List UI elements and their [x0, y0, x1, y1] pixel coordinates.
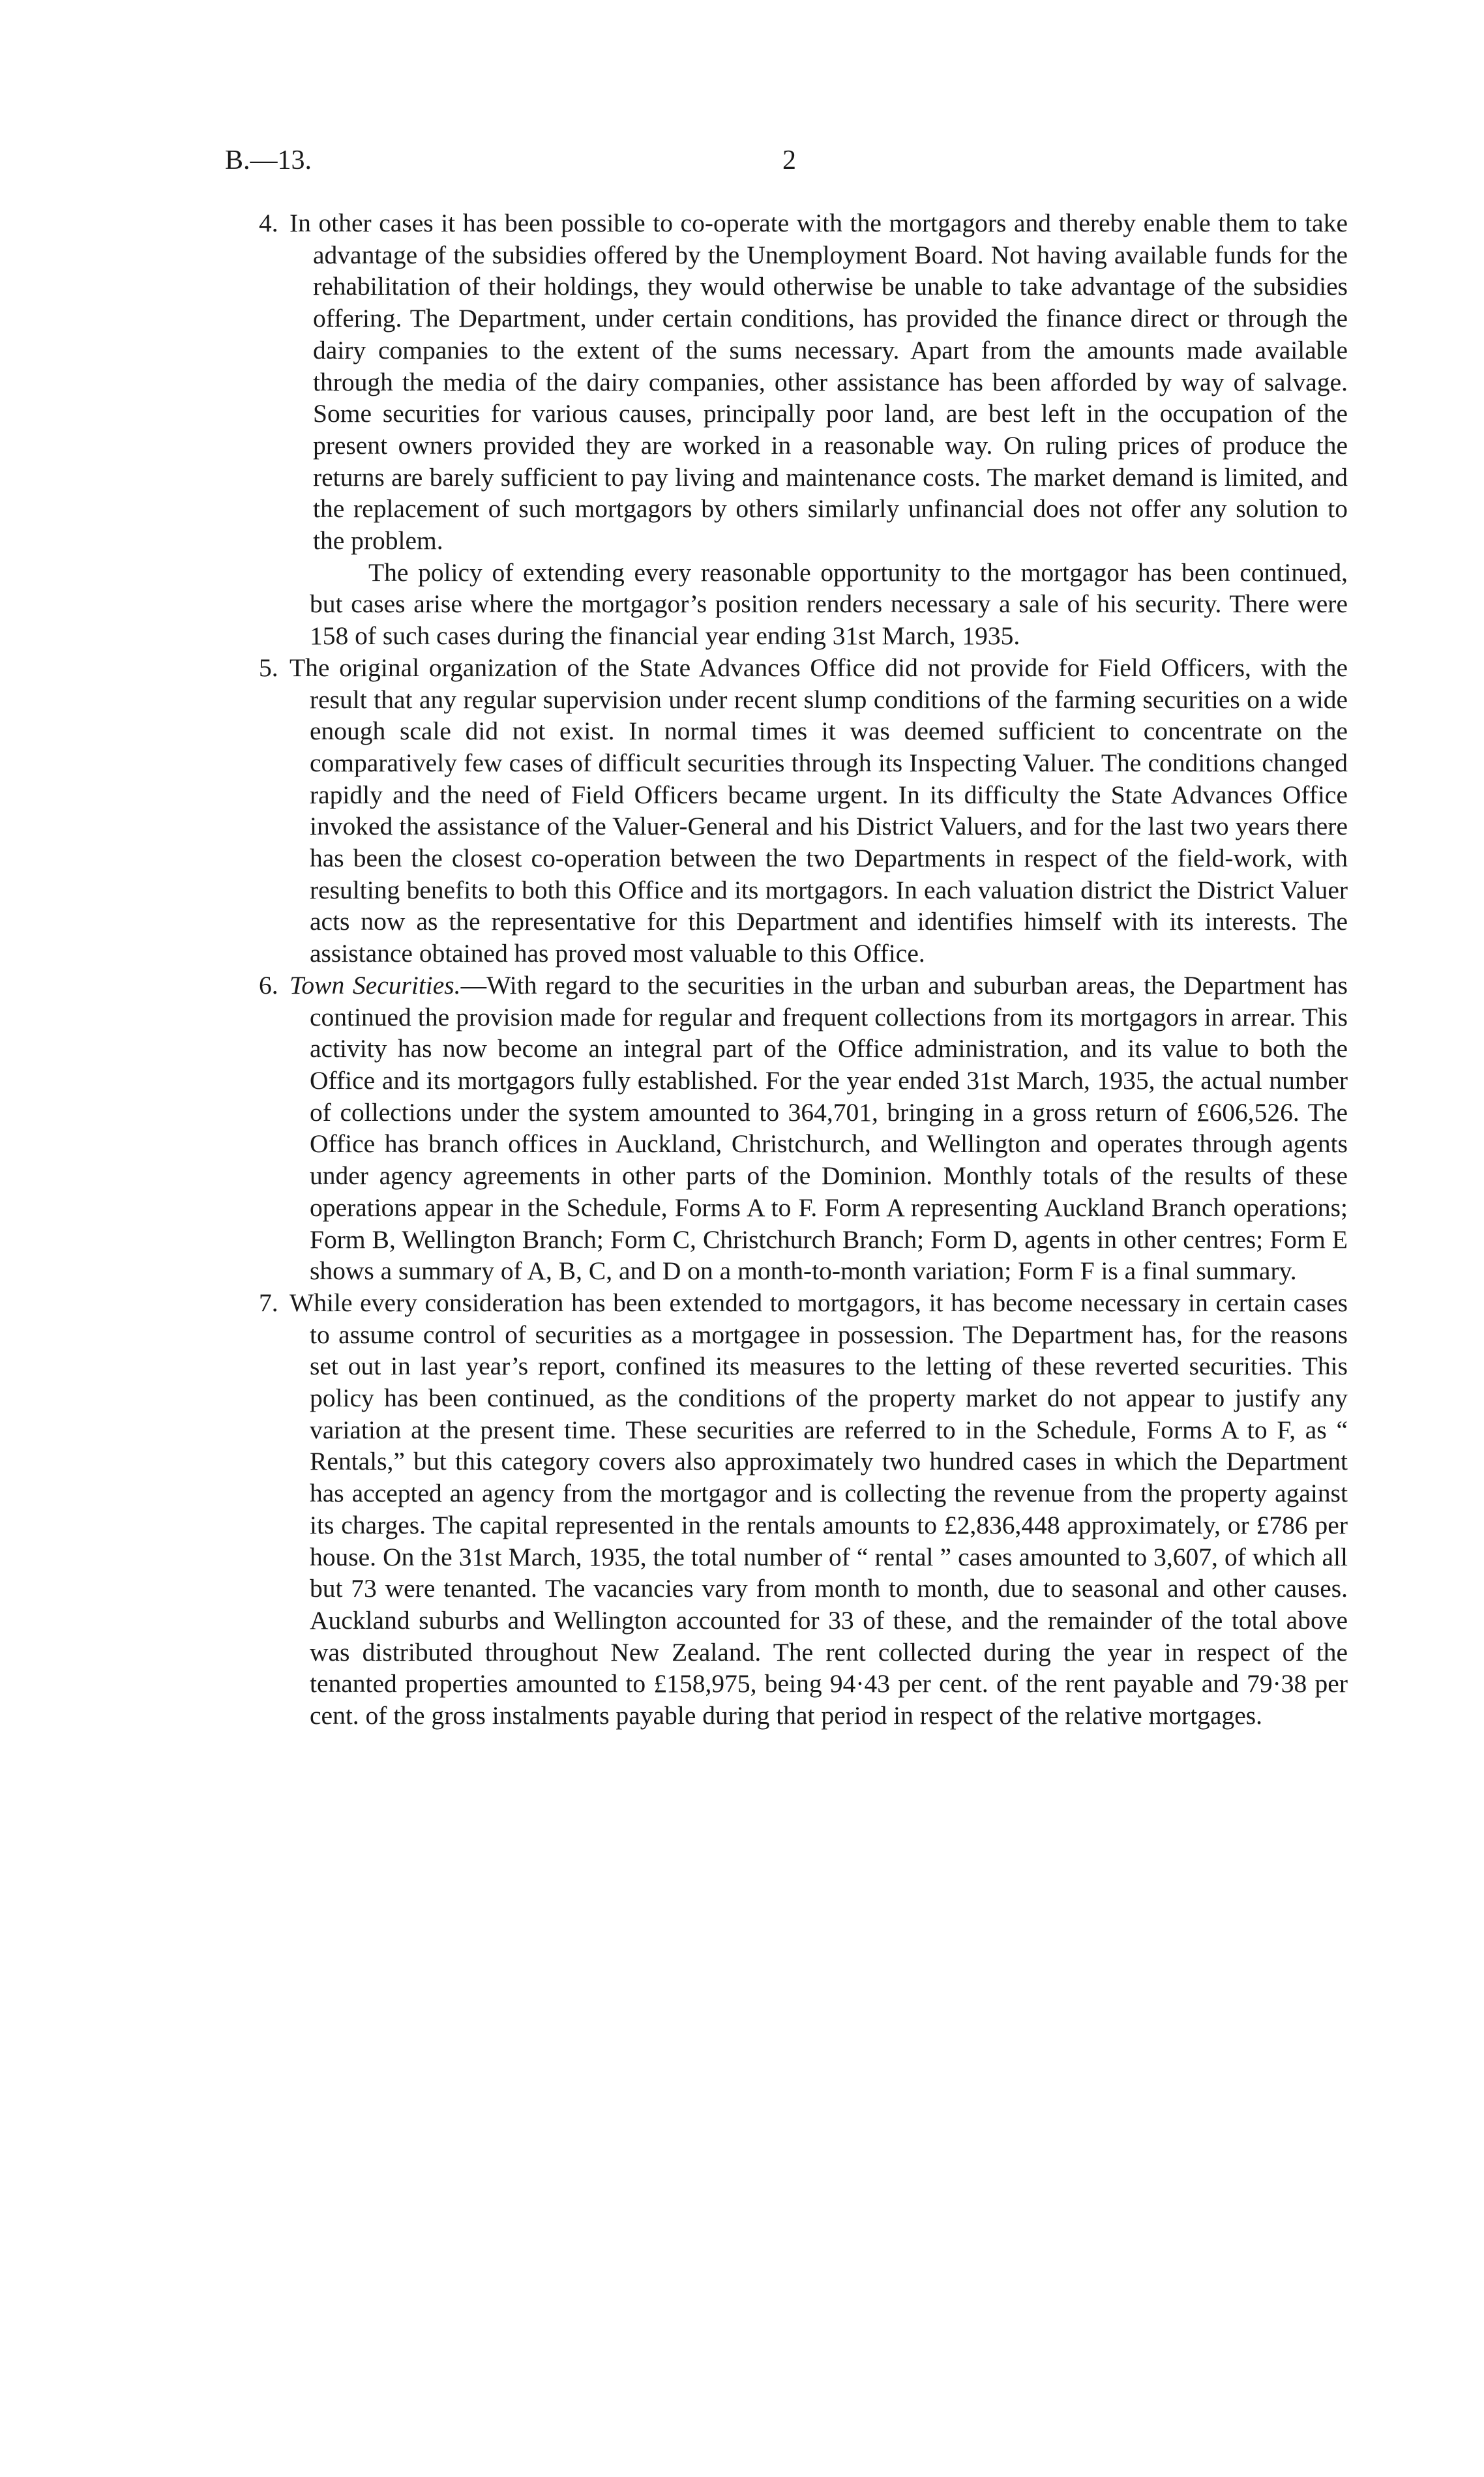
page-number: 2 [782, 145, 796, 175]
paragraph-5 [228, 652, 1348, 970]
paragraph-number: 4. [259, 209, 278, 237]
page-header [225, 145, 1353, 184]
paragraph-4-continuation: The policy of extending every reasonable opportunity to the mortgagor has been continued, but cases arise where the mortgagor’s position renders necessary a sale of his security. There were 158 of such cases during the financial year ending 31st March, 1935. [310, 557, 1348, 651]
paragraph-4 [228, 207, 1348, 557]
paragraph-number: 5. [259, 653, 278, 682]
paragraph-number: 7. [259, 1288, 278, 1317]
paragraph-text: The original organization of the State Advances Office did not provide for Field Officers, with the result that any regular supervision under recent slump conditions of the farming securities on a wide enough scale did not exist. In normal times it was deemed sufficient to concentrate on the comparatively few cases of difficult securities through its Inspecting Valuer. The conditions changed rapidly and the need of Field Officers became urgent. In its difficulty the State Advances Office invoked the assistance of the Valuer-General and his District Valuers, and for the last two years there has been the closest co-operation between the two Departments in respect of the field-work, with resulting benefits to both this Office and its mortgagors. In each valuation district the District Valuer acts now as the representative for this Department and identifies himself with its interests. The assistance obtained has proved most valuable to this Office. [289, 653, 1348, 968]
paragraph-6 [228, 970, 1348, 1287]
paragraph-number: 6. [259, 970, 278, 1000]
document-body [228, 207, 1348, 1732]
paragraph-heading: Town Securities. [289, 970, 461, 1000]
paragraph-text: —With regard to the securities in the urban and suburban areas, the Department has continued the provision made for regular and frequent collections from its mortgagors in arrear. This activity has now become an integral part of the Office administration, and its value to both the Office and its mortgagors fully established. For the year ended 31st March, 1935, the actual number of collections under the system amounted to 364,701, bringing in a gross return of £606,526. The Office has branch offices in Auckland, Christchurch, and Wellington and operates through agents under agency agreements in other parts of the Dominion. Monthly totals of the results of these operations appear in the Schedule, Forms A to F. Form A representing Auckland Branch operations; Form B, Wellington Branch; Form C, Christchurch Branch; Form D, agents in other centres; Form E shows a summary of A, B, C, and D on a month-to-month variation; Form F is a final summary. [310, 970, 1348, 1286]
paragraph-text: In other cases it has been possible to co-operate with the mortgagors and thereby enable them to take advantage of the subsidies offered by the Unemployment Board. Not having available funds for the rehabilitation of their holdings, they would otherwise be unable to take advantage of the subsidies offering. The Department, under certain conditions, has provided the finance direct or through the dairy companies to the extent of the sums necessary. Apart from the amounts made available through the media of the dairy companies, other assistance has been afforded by way of salvage. Some securities for various causes, principally poor land, are best left in the occupation of the present owners provided they are worked in a reasonable way. On ruling prices of produce the returns are barely sufficient to pay living and maintenance costs. The market demand is limited, and the replacement of such mortgagors by others similarly unfinancial does not offer any solution to the problem. [289, 209, 1348, 556]
paragraph-text: While every consideration has been extended to mortgagors, it has become necessary in certain cases to assume control of securities as a mortgagee in possession. The Department has, for the reasons set out in last year’s report, confined its measures to the letting of these reverted securities. This policy has been continued, as the conditions of the property market do not appear to justify any variation at the present time. These securities are referred to in the Schedule, Forms A to F, as “ Rentals,” but this category covers also approximately two hundred cases in which the Department has accepted an agency from the mortgagor and is collecting the revenue from the property against its charges. The capital represented in the rentals amounts to £2,836,448 approximately, or £786 per house. On the 31st March, 1935, the total number of “ rental ” cases amounted to 3,607, of which all but 73 were tenanted. The vacancies vary from month to month, due to seasonal and other causes. Auckland suburbs and Wellington accounted for 33 of these, and the remainder of the total above was distributed throughout New Zealand. The rent collected during the year in respect of the tenanted properties amounted to £158,975, being 94·43 per cent. of the rent payable and 79·38 per cent. of the gross instalments payable during that period in respect of the relative mortgages. [289, 1288, 1348, 1730]
paragraph-7 [228, 1287, 1348, 1732]
document-reference: B.—13. [225, 145, 312, 175]
